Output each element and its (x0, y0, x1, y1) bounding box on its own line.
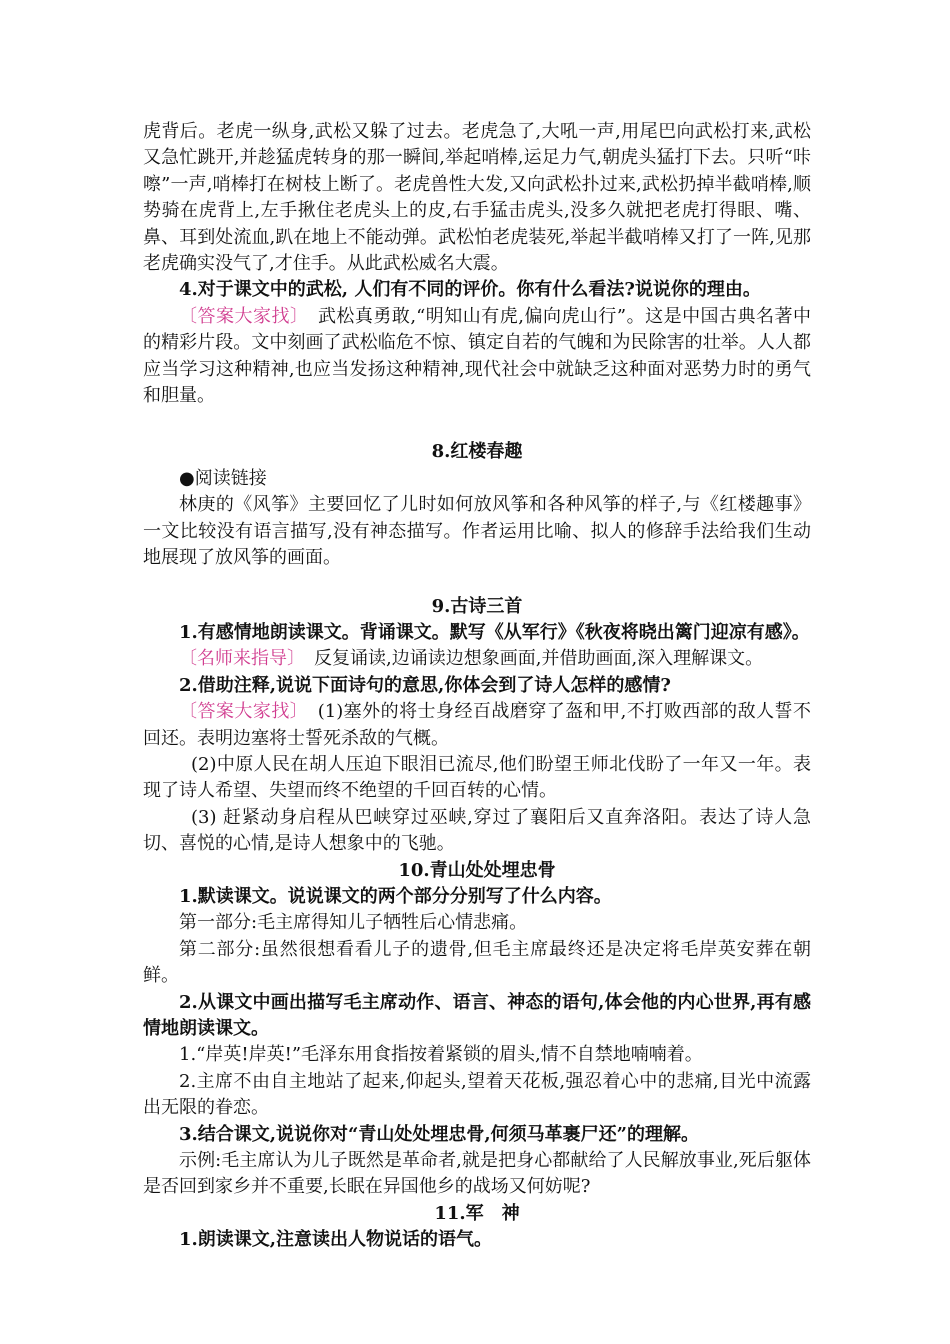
page-content (143, 119, 811, 1254)
lesson-10-question-1: 1.默读课文。说说课文的两个部分分别写了什么内容。 (179, 885, 612, 907)
lesson-9-question-1: 1.有感情地朗读课文。背诵课文。默写《从军行》《秋夜将晓出篱门迎凉有感》。 (179, 621, 810, 643)
lesson-10-part-1: 第一部分:毛主席得知儿子牺牲后心情悲痛。 (179, 912, 528, 934)
question-4: 4.对于课文中的武松, 人们有不同的评价。你有什么看法?说说你的理由。 (179, 279, 761, 301)
answer-text: 武松真勇敢,“明知山有虎,偏向虎山行”。这是中国古典名著中的精彩片段。文中刻画了武松临危不惊、镇定自若的气魄和为民除害的壮举。人人都应当学习这种精神,也应当发扬这种精神,现代社会中就缺乏这种面对恶势力时的勇气和胆量。 (143, 305, 812, 407)
lesson-10-title: 10.青山处处埋忠骨 (398, 859, 556, 881)
lesson-9-question-2: 2.借助注释,说说下面诗句的意思,你体会到了诗人怎样的感情? (179, 674, 671, 696)
lesson-9-answer-2-3: (3) 赶紧动身启程从巴峡穿过巫峡,穿过了襄阳后又直奔洛阳。表达了诗人急切、喜悦的心情,是诗人想象中的飞驰。 (143, 806, 811, 855)
lesson-11-title: 11.军 神 (434, 1202, 520, 1224)
lesson-9-answer-2-1 (143, 699, 811, 752)
story-paragraph: 虎背后。老虎一纵身,武松又躲了过去。老虎急了,大吼一声,用尾巴向武松打来,武松又急忙跳开,并趁猛虎转身的那一瞬间,举起哨棒,运足力气,朝虎头猛打下去。只听“咔嚓”一声,哨棒打在树枝上断了。老虎兽性大发,又向武松扑过来,武松扔掉半截哨棒,顺势骑在虎背上,左手揪住老虎头上的皮,右手猛击虎头,没多久就把老虎打得眼、嘴、鼻、耳到处流血,趴在地上不能动弹。武松怕老虎装死,举起半截哨棒又打了一阵,见那老虎确实没气了,才住手。从此武松威名大震。 (143, 121, 811, 275)
lesson-11-question-1: 1.朗读课文,注意读出人物说话的语气。 (179, 1229, 493, 1251)
reading-link-text: 林庚的《风筝》主要回忆了儿时如何放风筝和各种风筝的样子,与《红楼趣事》一文比较没有语言描写,没有神态描写。作者运用比喻、拟人的修辞手法给我们生动地展现了放风筝的画面。 (143, 494, 811, 569)
lesson-9-answer-2-2: (2)中原人民在胡人压迫下眼泪已流尽,他们盼望王师北伐盼了一年又一年。表现了诗人希望、失望而终不绝望的千回百转的心情。 (143, 753, 811, 802)
answer-text: (1)塞外的将士身经百战磨穿了盔和甲,不打败西部的敌人誓不回还。表明边塞将士誓死杀敌的气概。 (143, 701, 812, 749)
lesson-10-part-2: 第二部分:虽然很想看看儿子的遗骨,但毛主席最终还是决定将毛岸英安葬在朝鲜。 (143, 938, 811, 987)
lesson-10-question-2: 2.从课文中画出描写毛主席动作、语言、神态的语句,体会他的内心世界,再有感情地朗读课文。 (143, 991, 811, 1039)
lesson-9-title: 9.古诗三首 (431, 595, 523, 617)
lesson-10-answer-2-1: 1.“岸英!岸英!”毛泽东用食指按着紧锁的眉头,情不自禁地喃喃着。 (179, 1044, 703, 1066)
reading-link-label: ●阅读链接 (179, 467, 267, 489)
answer-4 (143, 304, 811, 410)
lesson-10-answer-2-2: 2.主席不由自主地站了起来,仰起头,望着天花板,强忍着心中的悲痛,目光中流露出无限的眷恋。 (143, 1070, 811, 1119)
answer-tag: 〔答案大家找〕 (179, 701, 300, 723)
lesson-8-title: 8.红楼春趣 (431, 441, 523, 463)
lesson-9-answer-1 (143, 646, 811, 672)
answer-text: 反复诵读,边诵读边想象画面,并借助画面,深入理解课文。 (314, 648, 764, 670)
lesson-10-answer-3: 示例:毛主席认为儿子既然是革命者,就是把身心都献给了人民解放事业,死后躯体是否回到家乡并不重要,长眠在异国他乡的战场又何妨呢? (143, 1150, 811, 1198)
answer-tag: 〔答案大家找〕 (179, 305, 300, 327)
lesson-10-question-3: 3.结合课文,说说你对“青山处处埋忠骨,何须马革裹尸还”的理解。 (179, 1123, 700, 1145)
guide-tag: 〔名师来指导〕 (179, 648, 296, 670)
